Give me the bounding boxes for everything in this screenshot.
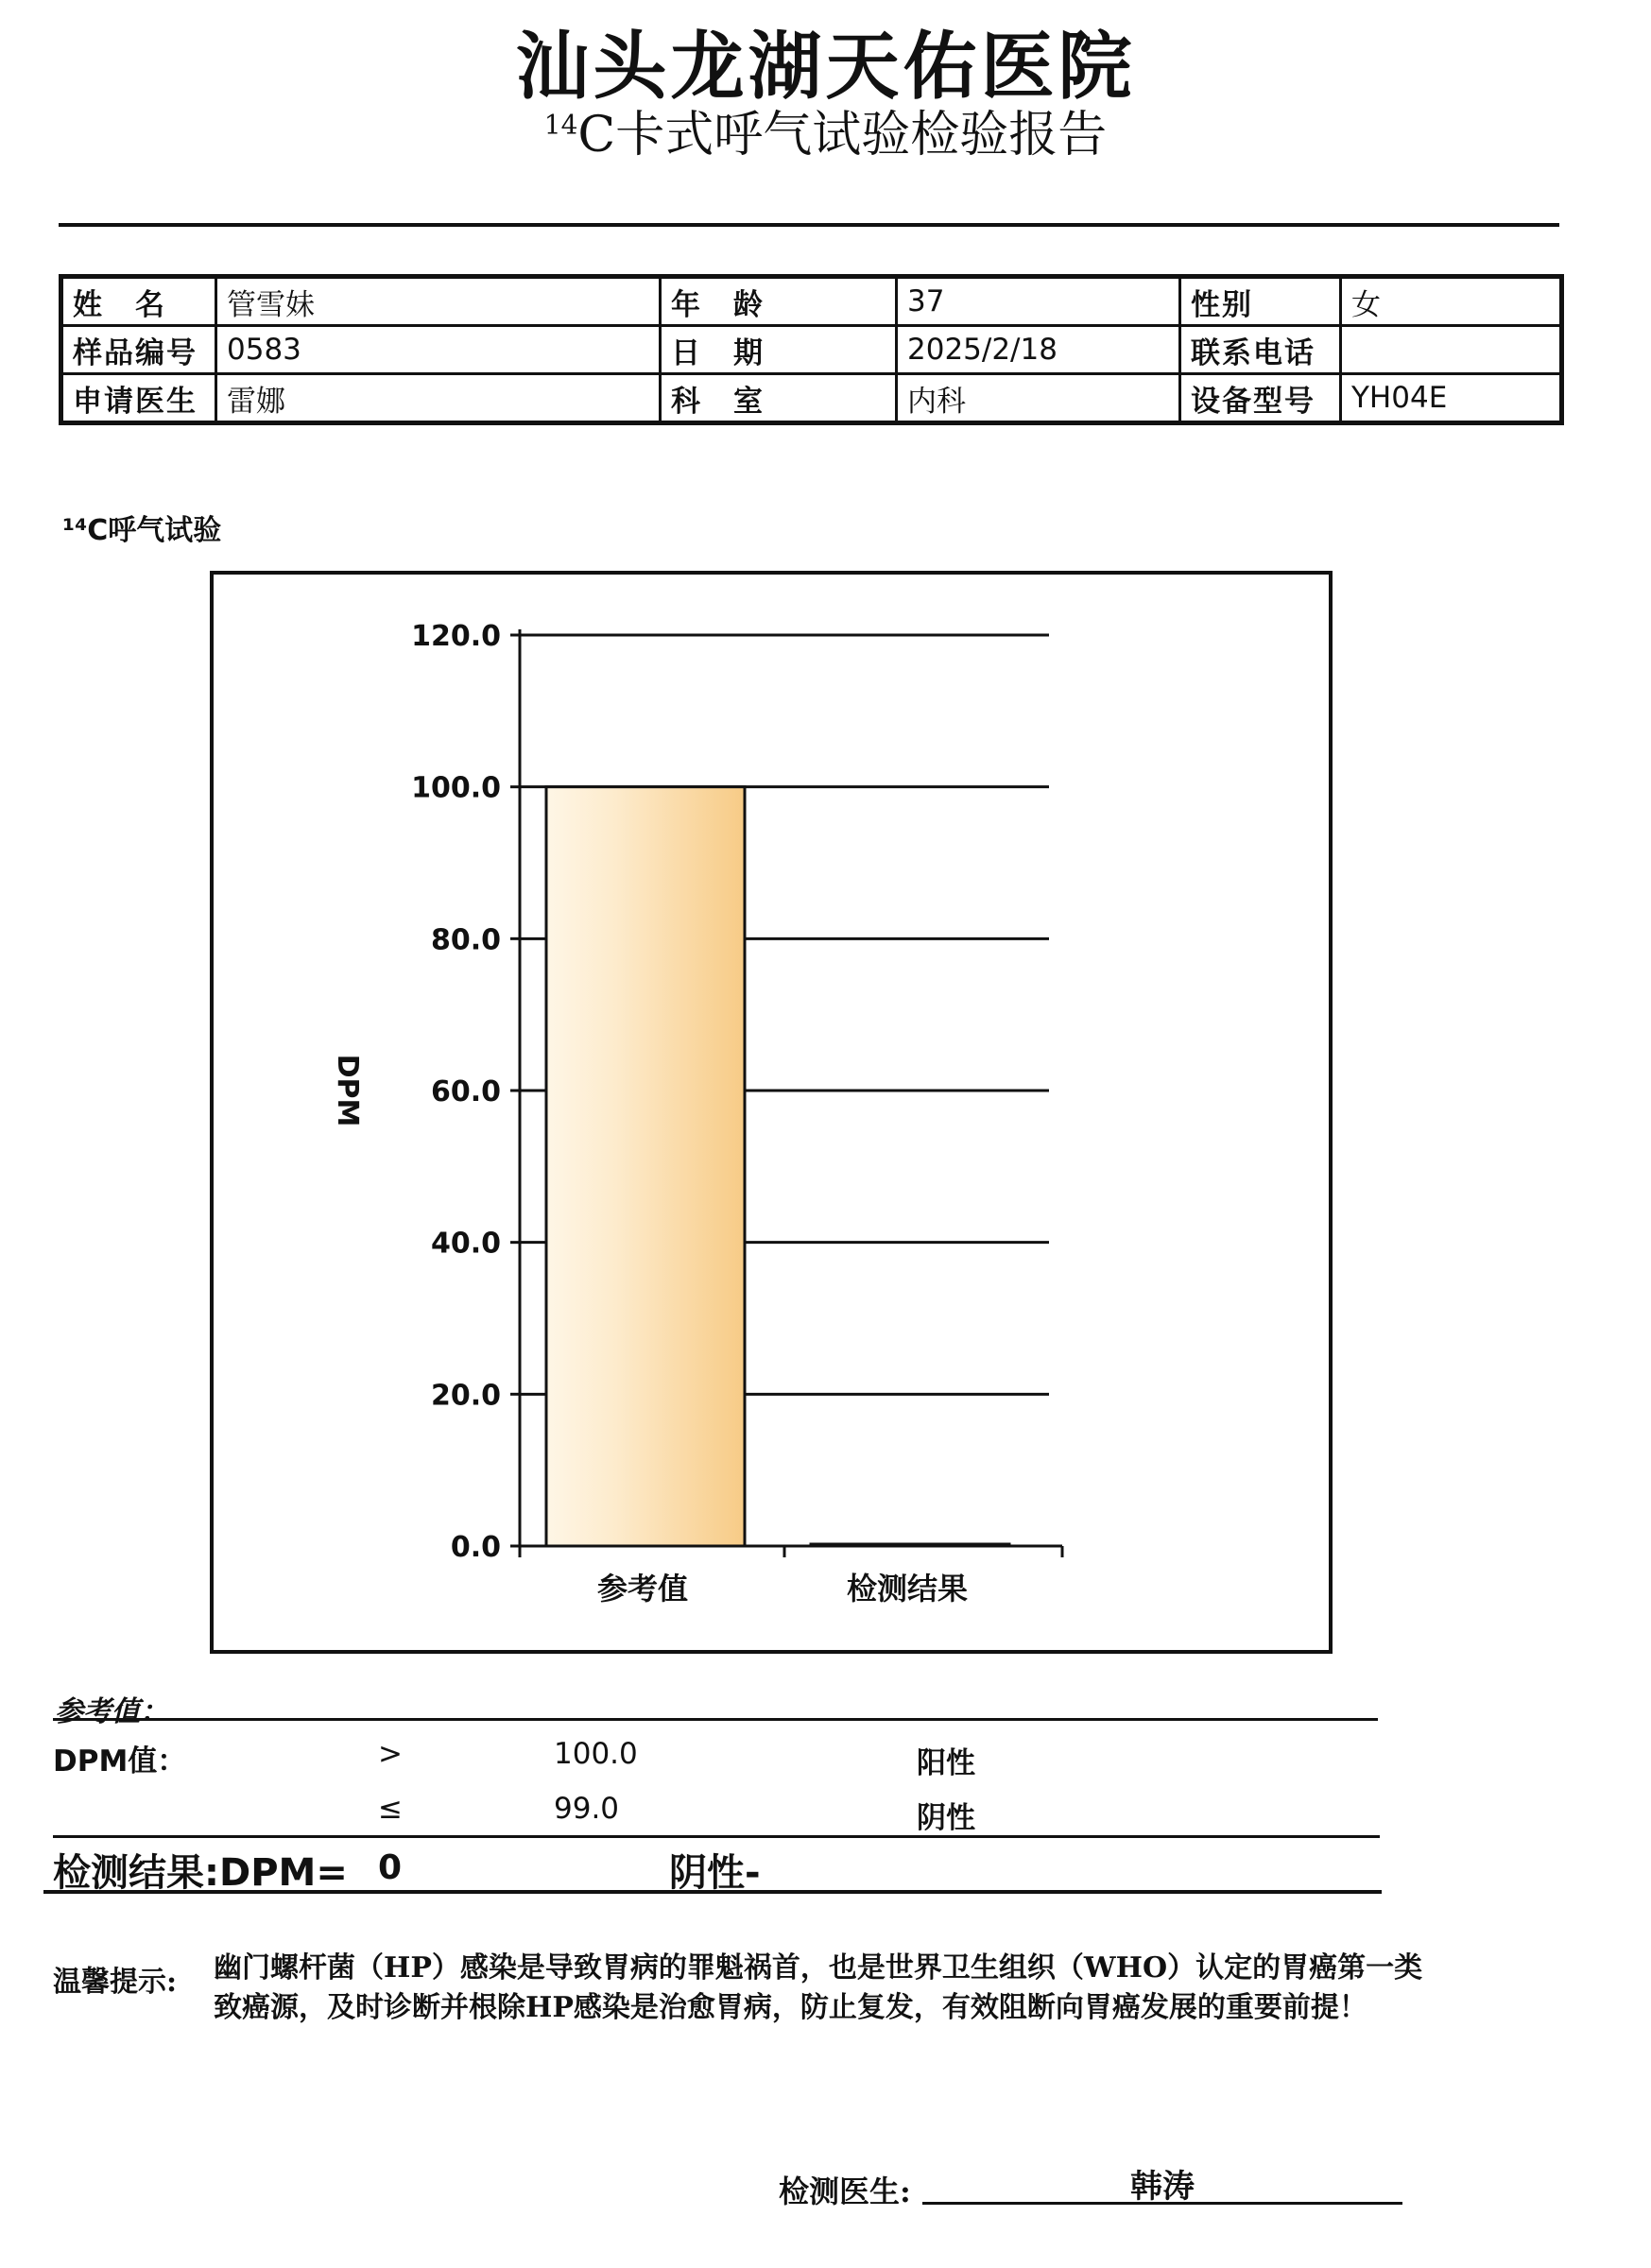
y-tick-label: 120.0 <box>411 620 501 653</box>
sex-label: 性别 <box>1180 277 1341 326</box>
sample-value: 0583 <box>216 326 661 374</box>
age-label: 年 龄 <box>661 277 897 326</box>
reference-negative-result: 阴性 <box>917 1801 975 1835</box>
result-top-rule <box>53 1835 1380 1838</box>
reference-negative-value: 99.0 <box>554 1792 620 1826</box>
y-tick-label: 20.0 <box>430 1379 501 1413</box>
signature-line <box>922 2202 1402 2205</box>
y-tick-label: 60.0 <box>430 1075 501 1108</box>
name-value: 管雪妹 <box>216 277 661 326</box>
device-label: 设备型号 <box>1180 374 1341 423</box>
isotope-superscript: 14 <box>543 109 578 141</box>
reference-title: 参考值： <box>55 1695 168 1728</box>
reference-positive-result: 阳性 <box>917 1746 975 1780</box>
y-axis-label: DPM <box>331 1054 364 1127</box>
age-value: 37 <box>897 277 1180 326</box>
reference-negative-operator: ≤ <box>378 1792 403 1826</box>
x-tick-label: 检测结果 <box>846 1571 969 1606</box>
device-value: YH04E <box>1341 374 1562 423</box>
name-label: 姓 名 <box>61 277 216 326</box>
bar-0 <box>546 787 745 1546</box>
sample-label: 样品编号 <box>61 326 216 374</box>
doctor-value: 雷娜 <box>216 374 661 423</box>
result-verdict: 阴性- <box>669 1851 761 1895</box>
x-tick-label: 参考值 <box>596 1571 689 1606</box>
reference-positive-operator: > <box>378 1737 403 1771</box>
tip-label: 温馨提示: <box>53 1966 178 1999</box>
dept-label: 科 室 <box>661 374 897 423</box>
y-tick-label: 80.0 <box>430 923 501 957</box>
tip-text: 幽门螺杆菌（HP）感染是导致胃病的罪魁祸首，也是世界卫生组织（WHO）认定的胃癌第一类致癌源，及时诊断并根除HP感染是治愈胃病，防止复发，有效阻断向胃癌发展的重要前提！ <box>214 1951 1423 2024</box>
y-tick-label: 0.0 <box>450 1531 501 1564</box>
signature-name: 韩涛 <box>1130 2168 1195 2206</box>
result-value: 0 <box>378 1848 403 1887</box>
hospital-name: 汕头龙湖天佑医院 <box>515 25 1136 110</box>
chart-section-title: ¹⁴C呼气试验 <box>62 514 222 547</box>
reference-top-rule <box>53 1718 1378 1721</box>
doctor-label: 申请医生 <box>61 374 216 423</box>
dpm-label: DPM值： <box>53 1744 187 1778</box>
sex-value: 女 <box>1341 277 1562 326</box>
signature-label: 检测医生: <box>779 2174 911 2209</box>
y-tick-label: 40.0 <box>430 1227 501 1261</box>
dept-value: 内科 <box>897 374 1180 423</box>
reference-positive-value: 100.0 <box>554 1737 638 1771</box>
report-title-text: C卡式呼气试验检验报告 <box>577 107 1108 163</box>
y-tick-label: 100.0 <box>411 771 501 805</box>
result-label: 检测结果:DPM= <box>53 1851 348 1895</box>
result-bottom-rule <box>43 1890 1382 1894</box>
date-value: 2025/2/18 <box>897 326 1180 374</box>
date-label: 日 期 <box>661 326 897 374</box>
phone-label: 联系电话 <box>1180 326 1341 374</box>
